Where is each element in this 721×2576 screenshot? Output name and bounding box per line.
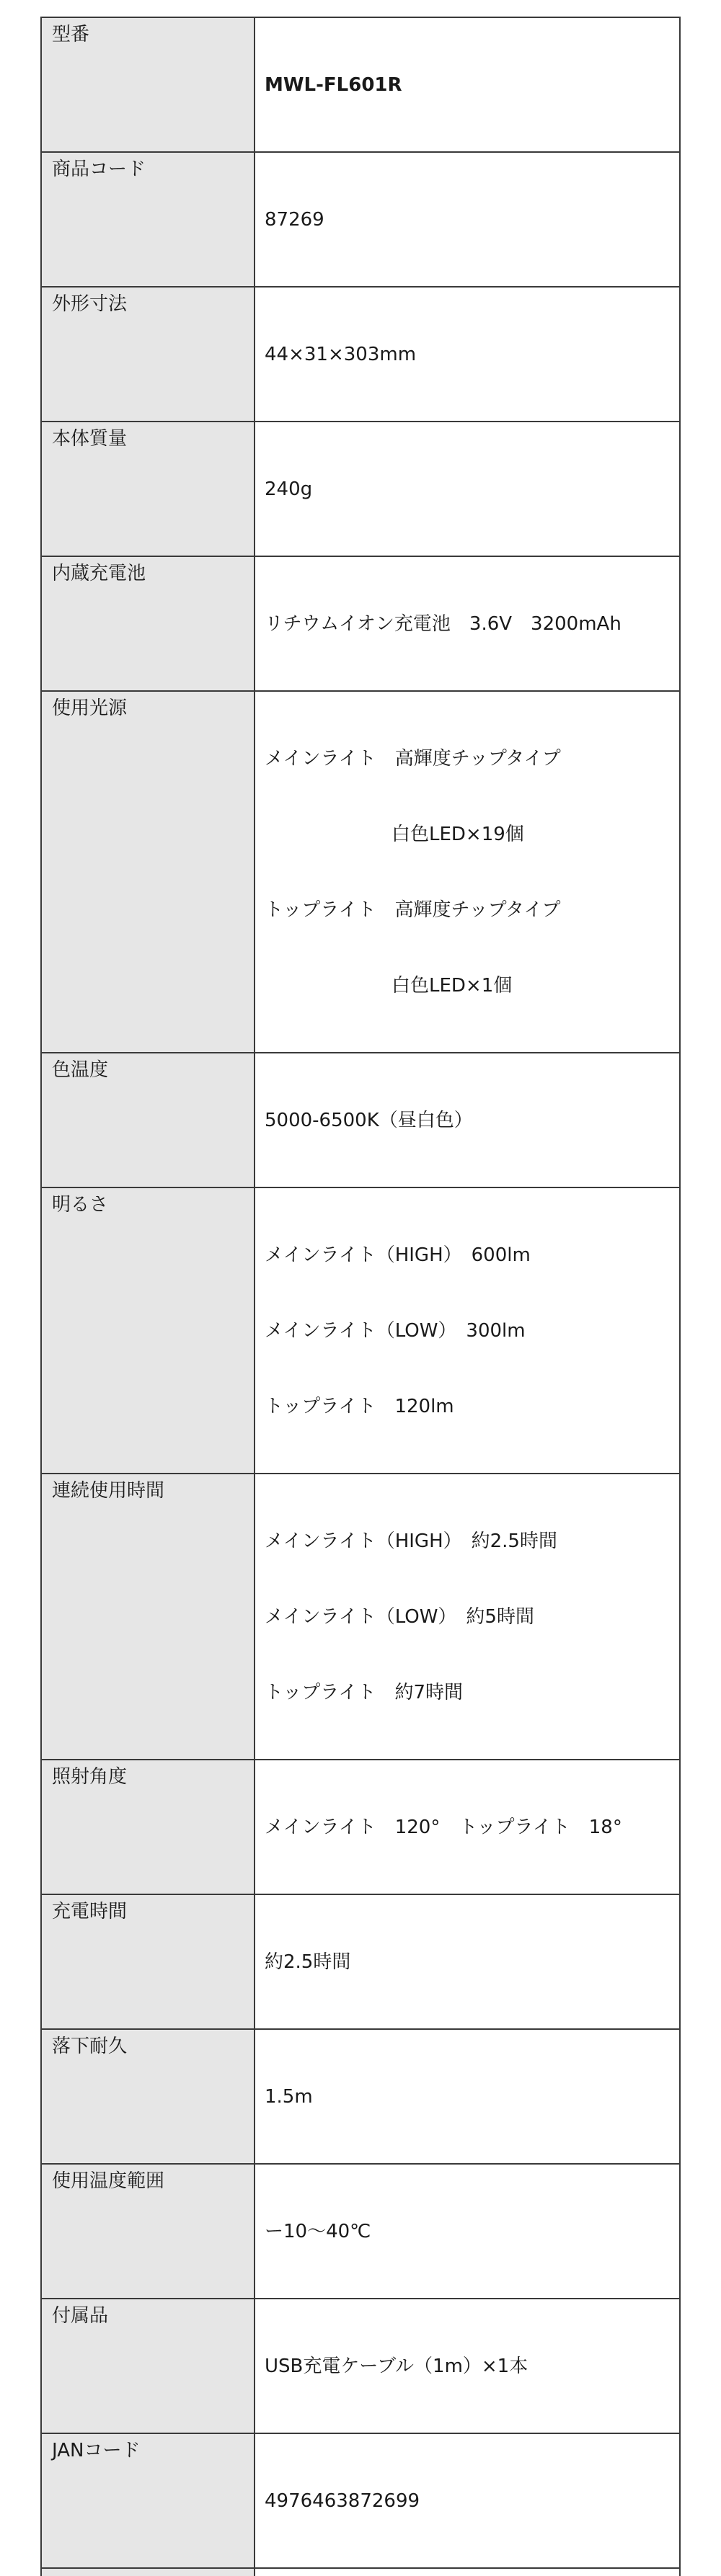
table-row-cutoff: [41, 2568, 680, 2576]
spec-value-line: トップライト 約7時間: [265, 1682, 463, 1703]
spec-label-jan-code: JANコード: [41, 2433, 255, 2568]
spec-value-line: ー10～40℃: [265, 2221, 371, 2242]
spec-label-dimensions: 外形寸法: [41, 287, 255, 422]
spec-value-light-source: [255, 691, 680, 1053]
spec-label-accessories: 付属品: [41, 2299, 255, 2433]
spec-value-jan-code: [255, 2433, 680, 2568]
spec-label-light-source: 使用光源: [41, 691, 255, 1053]
spec-value-line: 44×31×303mm: [265, 344, 417, 365]
spec-value-color-temperature: [255, 1053, 680, 1187]
table-row: [41, 1760, 680, 1894]
spec-value-line: メインライト（HIGH） 約2.5時間: [265, 1530, 557, 1552]
spec-value-line: メインライト（HIGH） 600lm: [265, 1244, 531, 1266]
table-row: [41, 422, 680, 556]
spec-value-line: トップライト 120lm: [265, 1396, 454, 1417]
spec-label-runtime: 連続使用時間: [41, 1474, 255, 1760]
spec-value-line: リチウムイオン充電池 3.6V 3200mAh: [265, 613, 622, 635]
spec-value-line: 87269: [265, 209, 324, 231]
spec-value-line: 白色LED×1個: [392, 975, 513, 997]
spec-table: [40, 17, 681, 2576]
spec-value-cutoff: [255, 2568, 680, 2576]
spec-label-product-code: 商品コード: [41, 152, 255, 287]
spec-label-brightness: 明るさ: [41, 1187, 255, 1474]
spec-value-line: USB充電ケーブル（1m）×1本: [265, 2356, 528, 2377]
spec-value-accessories: [255, 2299, 680, 2433]
spec-value-line: 約2.5時間: [265, 1951, 351, 1973]
table-row: [41, 1474, 680, 1760]
spec-label-beam-angle: 照射角度: [41, 1760, 255, 1894]
spec-label-battery: 内蔵充電池: [41, 556, 255, 691]
table-row: [41, 1053, 680, 1187]
table-row: [41, 287, 680, 422]
spec-value-runtime: [255, 1474, 680, 1760]
table-row: [41, 1894, 680, 2029]
spec-value-line: MWL-FL601R: [265, 74, 402, 96]
spec-value-beam-angle: [255, 1760, 680, 1894]
spec-value-brightness: [255, 1187, 680, 1474]
table-row: [41, 2029, 680, 2164]
spec-value-line: 4976463872699: [265, 2490, 420, 2512]
table-row: [41, 2433, 680, 2568]
spec-value-weight: [255, 422, 680, 556]
spec-label-drop-resistance: 落下耐久: [41, 2029, 255, 2164]
spec-value-battery: [255, 556, 680, 691]
spec-value-line: メインライト（LOW） 約5時間: [265, 1606, 534, 1628]
spec-value-line: メインライト 高輝度チップタイプ: [265, 748, 561, 770]
table-row: [41, 2164, 680, 2299]
table-row: [41, 1187, 680, 1474]
table-row: [41, 2299, 680, 2433]
spec-value-line: 1.5m: [265, 2086, 313, 2108]
spec-label-operating-temperature: 使用温度範囲: [41, 2164, 255, 2299]
spec-value-product-code: [255, 152, 680, 287]
table-row: [41, 691, 680, 1053]
spec-value-line: 5000-6500K（昼白色）: [265, 1110, 473, 1131]
spec-value-drop-resistance: [255, 2029, 680, 2164]
table-row: [41, 17, 680, 152]
spec-value-dimensions: [255, 287, 680, 422]
spec-value-line: メインライト 120° トップライト 18°: [265, 1817, 622, 1838]
spec-value-line: メインライト（LOW） 300lm: [265, 1320, 526, 1342]
spec-label-cutoff: [41, 2568, 255, 2576]
spec-value-operating-temperature: [255, 2164, 680, 2299]
table-row: [41, 152, 680, 287]
table-row: [41, 556, 680, 691]
spec-label-model: 型番: [41, 17, 255, 152]
spec-label-color-temperature: 色温度: [41, 1053, 255, 1187]
spec-value-charge-time: [255, 1894, 680, 2029]
spec-value-line: 白色LED×19個: [392, 824, 524, 845]
spec-value-line: 240g: [265, 478, 313, 500]
spec-label-charge-time: 充電時間: [41, 1894, 255, 2029]
spec-value-line: トップライト 高輝度チップタイプ: [265, 899, 561, 921]
spec-value-model: [255, 17, 680, 152]
spec-label-weight: 本体質量: [41, 422, 255, 556]
